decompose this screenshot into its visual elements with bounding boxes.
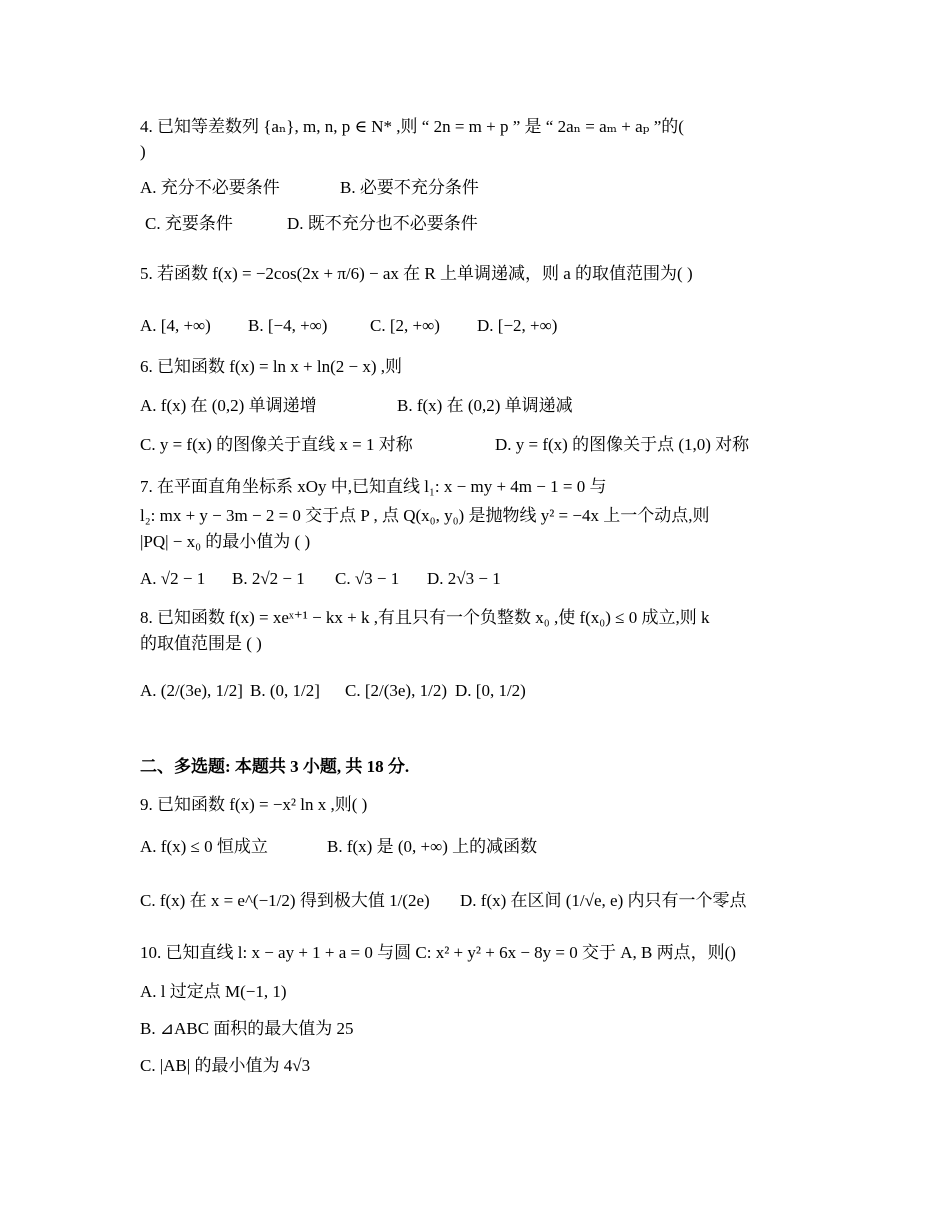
q9-option-c: C. f(x) 在 x = e^(−1/2) 得到极大值 1/(2e) [140,891,430,910]
q7-stem: 7. 在平面直角坐标系 xOy 中,已知直线 l₁: x − my + 4m − 1 = 0 与 [140,477,607,496]
q8-option-b: B. (0, 1/2] [250,681,320,700]
q8-stem-cont: 的取值范围是 ( ) [140,634,262,653]
q8-stem: 8. 已知函数 f(x) = xeˣ⁺¹ − kx + k ,有且只有一个负整数 x₀ ,使 f(x₀) ≤ 0 成立,则 k [140,608,710,627]
q8-option-c: C. [2/(3e), 1/2) [345,681,447,700]
q9-option-b: B. f(x) 是 (0, +∞) 上的减函数 [327,837,538,856]
q6-stem: 6. 已知函数 f(x) = ln x + ln(2 − x) ,则 [140,357,403,376]
q4-option-d: D. 既不充分也不必要条件 [287,214,478,233]
q7-option-b: B. 2√2 − 1 [232,569,305,588]
q7-stem-cont2: |PQ| − x₀ 的最小值为 ( ) [140,532,311,551]
q9-option-d: D. f(x) 在区间 (1/√e, e) 内只有一个零点 [460,891,747,910]
q10-option-b: B. ⊿ABC 面积的最大值为 25 [140,1019,354,1038]
q6-option-d: D. y = f(x) 的图像关于点 (1,0) 对称 [495,435,750,454]
q4-option-b: B. 必要不充分条件 [340,178,479,197]
q7-option-a: A. √2 − 1 [140,569,206,588]
q5-option-a: A. [4, +∞) [140,316,211,335]
q5-stem: 5. 若函数 f(x) = −2cos(2x + π/6) − ax 在 R 上单调递减，则 a 的取值范围为( ) [140,264,693,283]
section-heading: 二、多选题: 本题共 3 小题, 共 18 分. [140,757,410,776]
q8-option-a: A. (2/(3e), 1/2] [140,681,243,700]
q4-option-c: C. 充要条件 [145,214,233,233]
q5-option-d: D. [−2, +∞) [477,316,558,335]
q8-option-d: D. [0, 1/2) [455,681,526,700]
q4-stem: 4. 已知等差数列 {aₙ}, m, n, p ∈ N* ,则 “ 2n = m + p ” 是 “ 2aₙ = aₘ + aₚ ”的( [140,117,684,136]
q7-option-c: C. √3 − 1 [335,569,400,588]
q6-option-b: B. f(x) 在 (0,2) 单调递减 [397,396,573,415]
q5-option-c: C. [2, +∞) [370,316,440,335]
q6-option-a: A. f(x) 在 (0,2) 单调递增 [140,396,317,415]
q10-option-c: C. |AB| 的最小值为 4√3 [140,1056,311,1075]
q5-option-b: B. [−4, +∞) [248,316,328,335]
q6-option-c: C. y = f(x) 的图像关于直线 x = 1 对称 [140,435,413,454]
q7-stem-cont: l₂: mx + y − 3m − 2 = 0 交于点 P , 点 Q(x₀, y₀) 是抛物线 y² = −4x 上一个动点,则 [140,506,710,525]
q7-option-d: D. 2√3 − 1 [427,569,501,588]
q9-stem: 9. 已知函数 f(x) = −x² ln x ,则( ) [140,795,368,814]
q10-option-a: A. l 过定点 M(−1, 1) [140,982,287,1001]
q4-option-a: A. 充分不必要条件 [140,178,280,197]
q10-stem: 10. 已知直线 l: x − ay + 1 + a = 0 与圆 C: x² + y² + 6x − 8y = 0 交于 A, B 两点，则() [140,943,736,962]
q4-stem-cont: ) [140,142,146,161]
q9-option-a: A. f(x) ≤ 0 恒成立 [140,837,268,856]
